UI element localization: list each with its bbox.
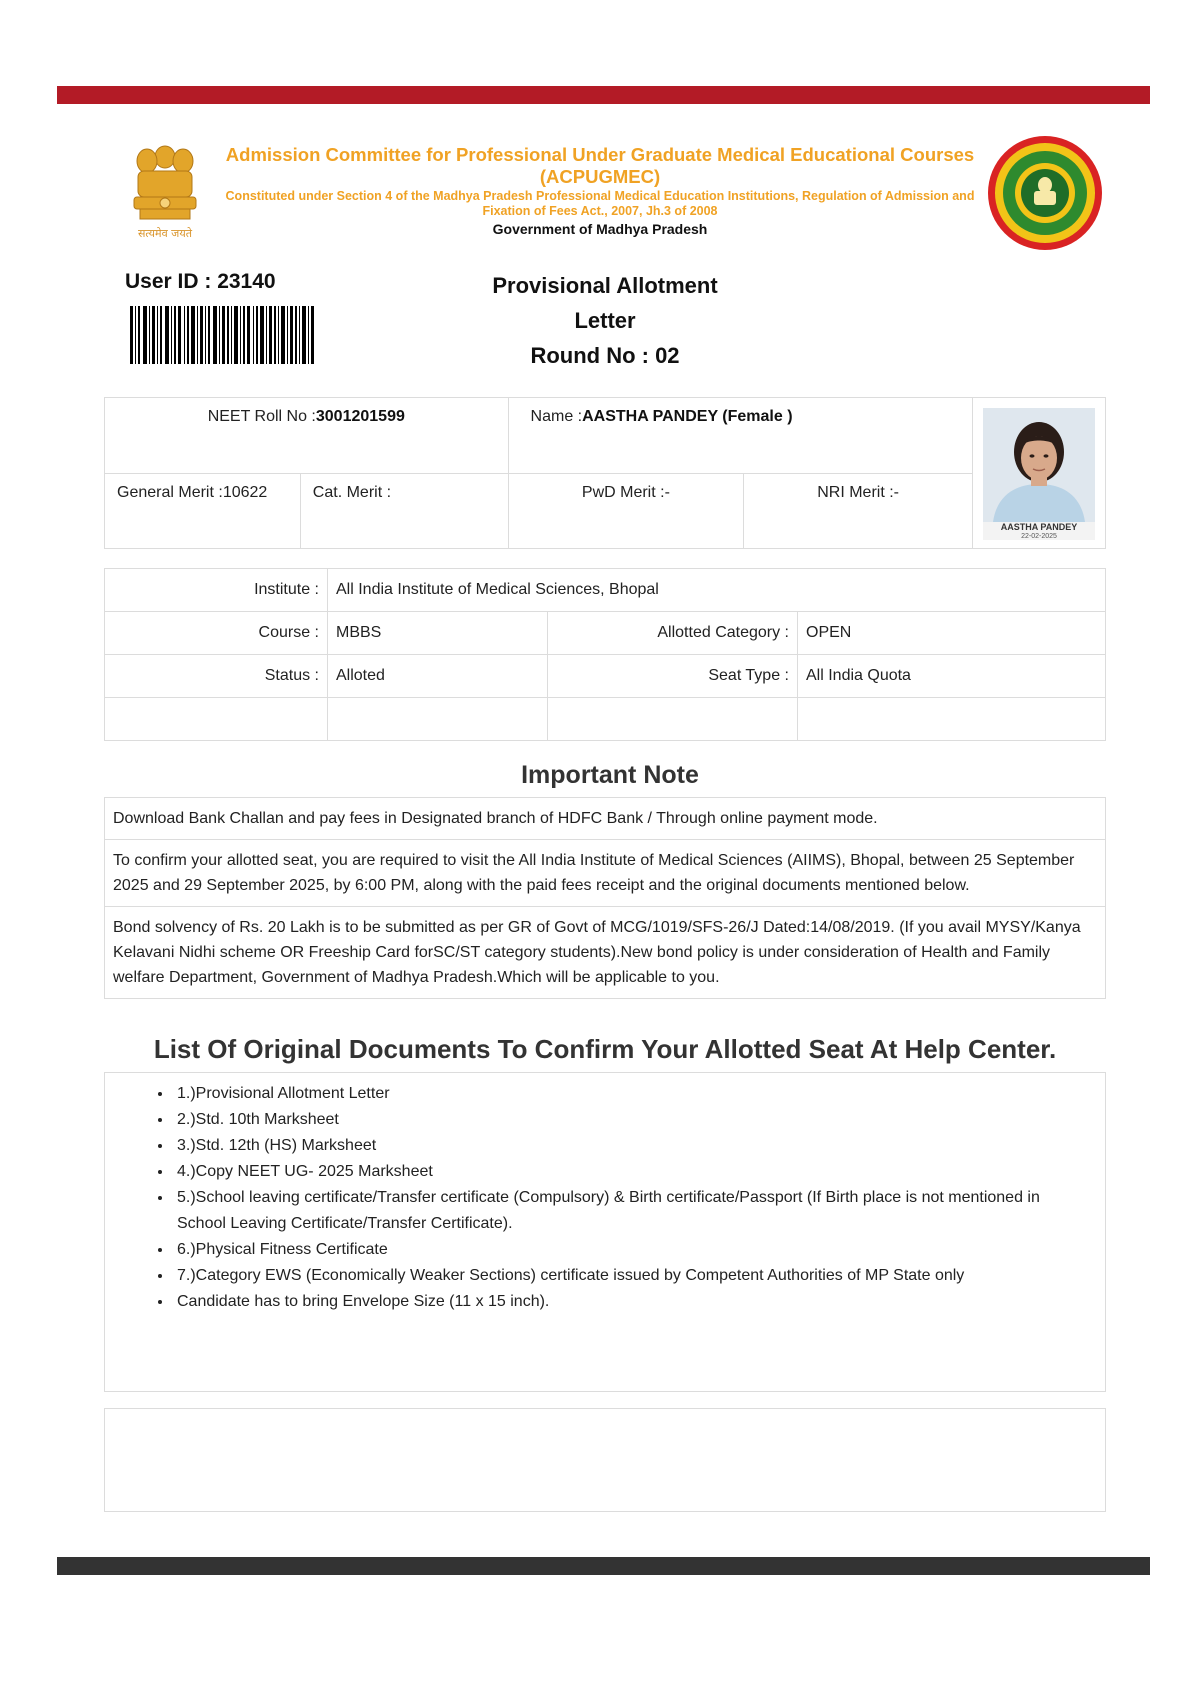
header-title: Admission Committee for Professional Under Graduate Medical Educational Courses (ACPUGMEC)	[225, 144, 975, 187]
letter-title-line2: Letter	[574, 308, 636, 333]
candidate-photo	[983, 408, 1095, 540]
barcode-icon	[130, 306, 315, 364]
bottom-accent-bar	[57, 1557, 1150, 1575]
candidate-table	[104, 397, 1106, 549]
document-item: • 5.)School leaving certificate/Transfer certificate (Compulsory) & Birth certificate/Passport (If Birth place is not mentioned in School Leaving Certificate/Transfer Certificate).	[173, 1185, 1075, 1237]
seat-type-value: All India Quota	[798, 655, 1106, 698]
pwd-merit: PwD Merit :-	[508, 473, 744, 549]
mp-state-seal-icon	[985, 133, 1105, 253]
important-note-title: Important Note	[521, 761, 699, 789]
empty-cell	[328, 698, 548, 741]
course-value: MBBS	[328, 612, 548, 655]
status-value: Alloted	[328, 655, 548, 698]
document-item: • 4.)Copy NEET UG- 2025 Marksheet	[173, 1159, 1075, 1185]
allotted-category-label: Allotted Category :	[548, 612, 798, 655]
empty-cell	[105, 698, 328, 741]
course-label: Course :	[105, 612, 328, 655]
document-item: • 3.)Std. 12th (HS) Marksheet	[173, 1133, 1075, 1159]
empty-cell	[798, 698, 1106, 741]
round-number: Round No : 02	[530, 343, 680, 368]
name-value: AASTHA PANDEY (Female )	[582, 408, 793, 425]
empty-cell	[548, 698, 798, 741]
seat-type-label: Seat Type :	[548, 655, 798, 698]
cat-merit: Cat. Merit :	[300, 473, 508, 549]
photo-cell	[972, 398, 1105, 549]
name-label: Name :	[530, 408, 583, 425]
neet-roll-label: NEET Roll No :	[207, 408, 316, 425]
institute-label: Institute :	[105, 569, 328, 612]
allotment-table	[104, 568, 1106, 741]
neet-roll-value: 3001201599	[315, 408, 405, 425]
photo-caption-name: AASTHA PANDEY	[1000, 522, 1078, 532]
status-label: Status :	[105, 655, 328, 698]
name-cell	[508, 398, 972, 474]
header-subtitle: Constituted under Section 4 of the Madhya Pradesh Professional Medical Education Institutions, Regulation of Admission and Fixation of Fees Act., 2007, Jh.3 of 2008	[225, 189, 975, 218]
document-item: • 2.)Std. 10th Marksheet	[173, 1107, 1075, 1133]
documents-title: List Of Original Documents To Confirm Your Allotted Seat At Help Center.	[153, 1034, 1057, 1064]
general-merit: General Merit :10622	[105, 473, 301, 549]
document-item: • 7.)Category EWS (Economically Weaker Sections) certificate issued by Competent Authorities of MP State only	[173, 1263, 1075, 1289]
letter-title	[460, 268, 750, 373]
photo-caption	[983, 522, 1095, 540]
documents-list-box	[104, 1072, 1106, 1392]
documents-list	[173, 1081, 1075, 1315]
important-notes	[104, 797, 1106, 999]
document-item: • Candidate has to bring Envelope Size (11 x 15 inch).	[173, 1289, 1075, 1315]
emblem-motto: सत्यमेव जयते	[137, 227, 193, 240]
blank-box	[104, 1408, 1106, 1512]
neet-roll-cell	[105, 398, 509, 474]
document-item: • 1.)Provisional Allotment Letter	[173, 1081, 1075, 1107]
institute-value: All India Institute of Medical Sciences, Bhopal	[328, 569, 1106, 612]
allotted-category-value: OPEN	[798, 612, 1106, 655]
nri-merit: NRI Merit :-	[744, 473, 973, 549]
header-block	[220, 144, 980, 238]
document-item: • 6.)Physical Fitness Certificate	[173, 1237, 1075, 1263]
header-government: Government of Madhya Pradesh	[492, 221, 708, 237]
note-item: To confirm your allotted seat, you are required to visit the All India Institute of Medical Sciences (AIIMS), Bhopal, between 25 September 2025 and 29 September 2025, by 6:00 PM, along with the paid fees receipt and the original documents mentioned below.	[105, 840, 1105, 907]
user-id: User ID : 23140	[125, 270, 276, 293]
national-emblem-icon	[120, 135, 210, 245]
letter-title-line1: Provisional Allotment	[492, 273, 718, 298]
note-item: Bond solvency of Rs. 20 Lakh is to be submitted as per GR of Govt of MCG/1019/SFS-26/J Dated:14/08/2019. (If you avail MYSY/Kanya Kelavani Nidhi scheme OR Freeship Card forSC/ST category students).New bond policy is under consideration of Health and Family welfare Department, Government of Madhya Pradesh.Which will be applicable to you.	[113, 919, 1081, 986]
top-accent-bar	[57, 86, 1150, 104]
note-item: Download Bank Challan and pay fees in Designated branch of HDFC Bank / Through online payment mode.	[105, 798, 1105, 840]
photo-caption-date: 22-02-2025	[1021, 533, 1057, 540]
